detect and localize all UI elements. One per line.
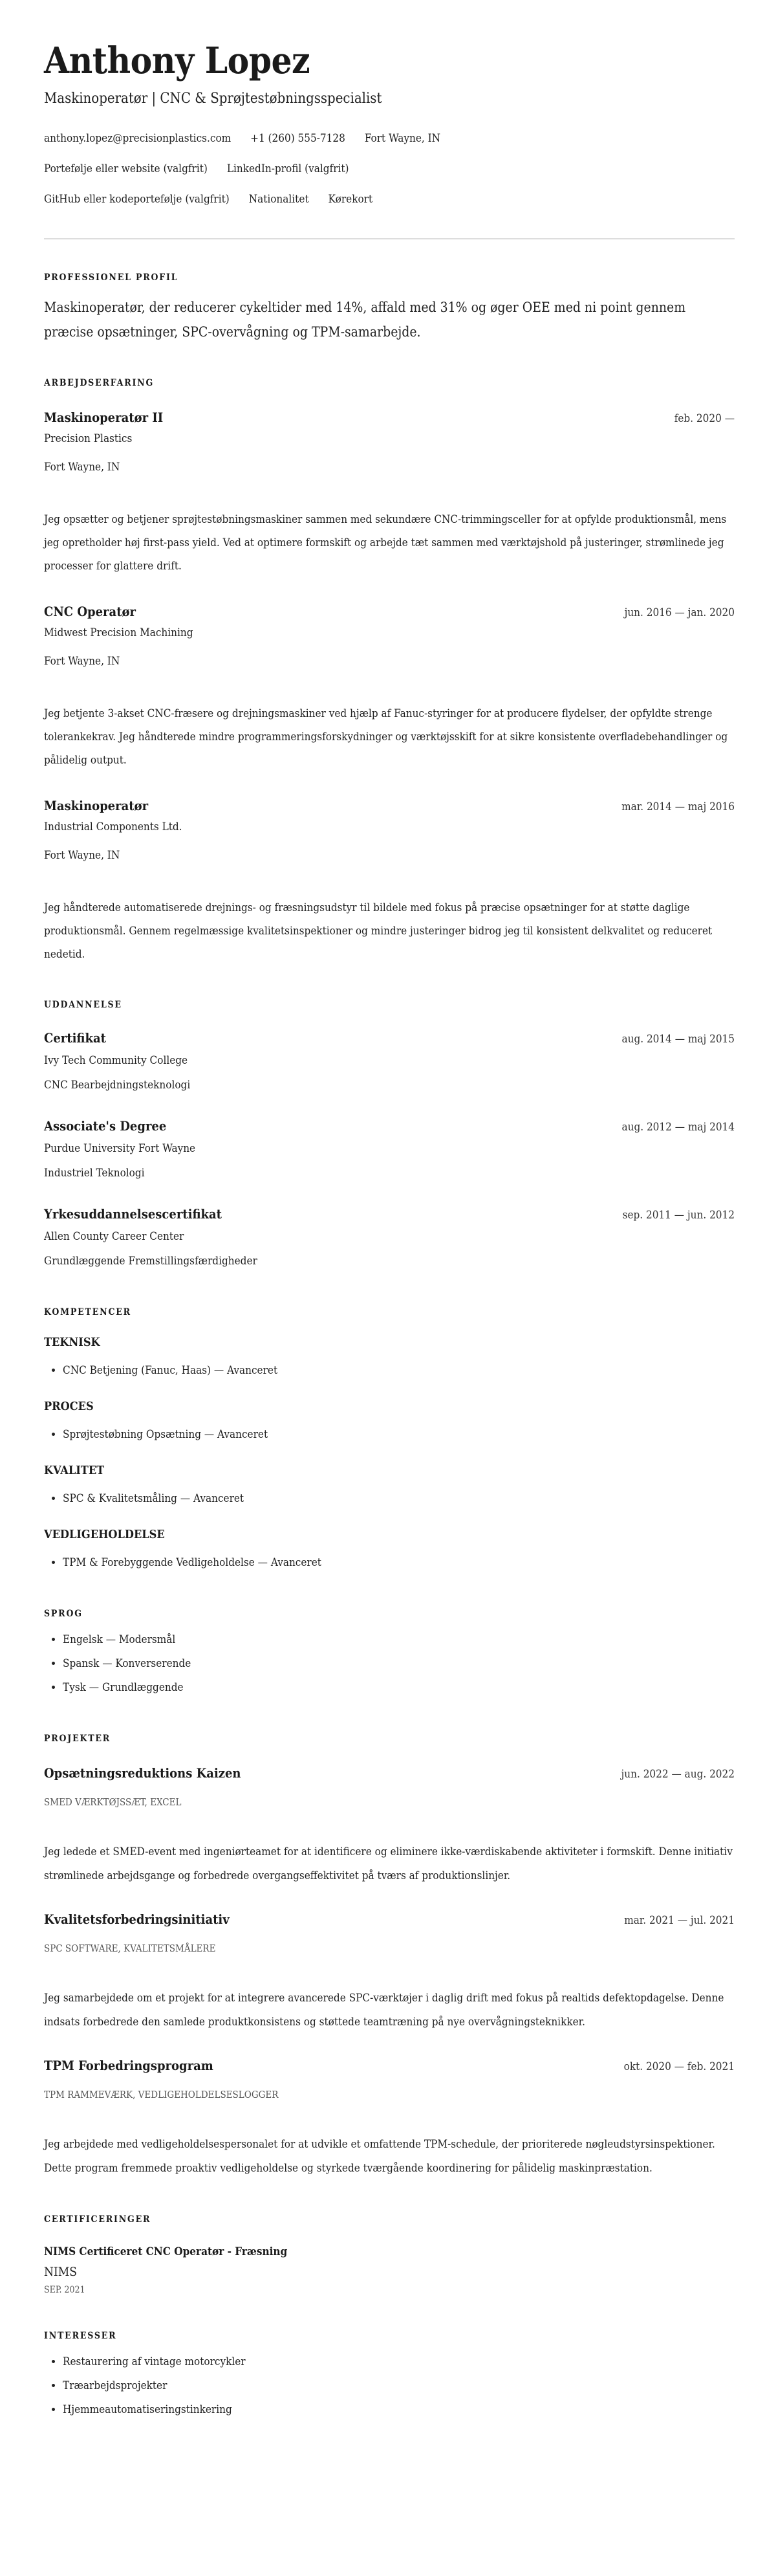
job-description: Jeg håndterede automatiserede drejnings- og fræsningsudstyr til bildele med fokus på præcise opsætninger for at støtte daglige produktionsmål. Gennem regelmæssige kvalitetsinspektioner og mindre justeringer bidrog jeg til konsistent delkvalitet og reduceret nedetid. xyxy=(44,901,713,961)
job-entry xyxy=(44,408,735,578)
interest-list xyxy=(44,2350,735,2422)
language-item: • Spansk — Konverserende xyxy=(63,1652,735,1676)
linkedin-link[interactable]: LinkedIn-profil (valgfrit) xyxy=(226,162,349,175)
job-company: Precision Plastics xyxy=(44,432,133,445)
projects-section xyxy=(44,1732,735,2181)
project-tech: SPC SOFTWARE, KVALITETSMÅLERE xyxy=(44,1943,216,1954)
skill-group-title: VEDLIGEHOLDELSE xyxy=(44,1528,165,1541)
job-date: jun. 2016 — jan. 2020 xyxy=(624,606,735,619)
skill-item: • TPM & Forebyggende Vedligeholdelse — Avanceret xyxy=(63,1551,735,1575)
project-entry xyxy=(44,1910,735,2034)
project-title: Kvalitetsforbedringsinitiativ xyxy=(44,1911,230,1927)
skill-item: • SPC & Kvalitetsmåling — Avanceret xyxy=(63,1487,735,1511)
project-tech: TPM RAMMEVÆRK, VEDLIGEHOLDELSESLOGGER xyxy=(44,2089,279,2100)
languages-section xyxy=(44,1607,735,1700)
project-description: Jeg ledede et SMED-event med ingeniørteamet for at identificere og eliminere ikke-værdiskabende aktiviteter i formskift. Denne initiativ strømlinede arbejdsgange og forbedrede overgangseffektivitet på tværs af produktionslinjer. xyxy=(44,1845,733,1882)
skill-group-title: KVALITET xyxy=(44,1464,105,1477)
project-description: Jeg samarbejdede om et projekt for at integrere avancerede SPC-værktøjer i daglig drift med fokus på realtids defektopdagelse. Denne indsats forbedrede den samlede produktkonsistens og støttede teamtræning på nye overvågningsteknikker. xyxy=(44,1992,724,2029)
project-date: jun. 2022 — aug. 2022 xyxy=(621,1768,735,1781)
job-date: feb. 2020 — xyxy=(674,412,735,425)
job-company: Industrial Components Ltd. xyxy=(44,820,182,833)
skill-list xyxy=(44,1487,735,1511)
interest-item: • Træarbejdsprojekter xyxy=(63,2374,735,2398)
candidate-title: Maskinoperatør | CNC & Sprøjtestøbningsspecialist xyxy=(44,91,382,107)
project-entry xyxy=(44,1764,735,1888)
skill-group-title: TEKNISK xyxy=(44,1336,100,1349)
certification-issuer: NIMS xyxy=(44,2265,77,2279)
job-entry xyxy=(44,602,735,772)
project-tech: SMED VÆRKTØJSSÆT, EXCEL xyxy=(44,1796,182,1808)
job-company: Midwest Precision Machining xyxy=(44,626,193,639)
drivers-license: Kørekort xyxy=(328,193,373,206)
section-heading: PROJEKTER xyxy=(44,1734,111,1744)
candidate-name: Anthony Lopez xyxy=(44,39,310,82)
section-heading: INTERESSER xyxy=(44,2331,117,2341)
education-section xyxy=(44,998,735,1273)
field-of-study: Industriel Teknologi xyxy=(44,1167,145,1180)
section-heading: UDDANNELSE xyxy=(44,1000,122,1010)
section-heading: KOMPETENCER xyxy=(44,1307,131,1317)
skill-list xyxy=(44,1551,735,1575)
education-date: sep. 2011 — jun. 2012 xyxy=(622,1209,735,1222)
job-title: CNC Operatør xyxy=(44,604,136,619)
interests-section xyxy=(44,2329,735,2422)
skill-item: • CNC Betjening (Fanuc, Haas) — Avanceret xyxy=(63,1359,735,1383)
portfolio-link[interactable]: Portefølje eller website (valgfrit) xyxy=(44,162,208,175)
school: Ivy Tech Community College xyxy=(44,1054,188,1067)
skill-list xyxy=(44,1359,735,1383)
section-heading: SPROG xyxy=(44,1609,83,1619)
job-location: Fort Wayne, IN xyxy=(44,655,120,668)
skills-section xyxy=(44,1306,735,1575)
contact-row xyxy=(44,154,735,184)
contact-row xyxy=(44,124,735,154)
project-date: okt. 2020 — feb. 2021 xyxy=(623,2060,735,2073)
education-date: aug. 2012 — maj 2014 xyxy=(621,1121,735,1134)
degree: Associate's Degree xyxy=(44,1118,167,1134)
language-item: • Tysk — Grundlæggende xyxy=(63,1676,735,1700)
contact-info xyxy=(44,124,735,215)
skill-list xyxy=(44,1423,735,1447)
skill-item: • Sprøjtestøbning Opsætning — Avanceret xyxy=(63,1423,735,1447)
field-of-study: CNC Bearbejdningsteknologi xyxy=(44,1079,191,1092)
interest-item: • Hjemmeautomatiseringstinkering xyxy=(63,2398,735,2422)
interest-item: • Restaurering af vintage motorcykler xyxy=(63,2350,735,2374)
profile-section xyxy=(44,271,735,344)
project-description: Jeg arbejdede med vedligeholdelsespersonalet for at udvikle et omfattende TPM-schedule, der prioriterede nøgleudstyrsinspektioner. Dette program fremmede proaktiv vedligeholdelse og styrkede tværgående koordinering for pålidelig maskinpræstation. xyxy=(44,2138,715,2175)
project-title: TPM Forbedringsprogram xyxy=(44,2058,213,2073)
location: Fort Wayne, IN xyxy=(364,132,441,145)
school: Allen County Career Center xyxy=(44,1230,184,1243)
job-title: Maskinoperatør II xyxy=(44,410,164,425)
job-entry xyxy=(44,797,735,966)
job-location: Fort Wayne, IN xyxy=(44,461,120,474)
project-entry xyxy=(44,2056,735,2181)
experience-section xyxy=(44,377,735,966)
job-description: Jeg betjente 3-akset CNC-fræsere og drejningsmaskiner ved hjælp af Fanuc-styringer for at producere flydelser, der opfyldte strenge tolerankekrav. Jeg håndterede mindre programmeringsforskydninger og værktøjsskift for at sikre konsistente overfladebehandlinger og pålidelig output. xyxy=(44,707,728,767)
header-divider xyxy=(44,238,735,239)
education-entry xyxy=(44,1205,735,1273)
job-date: mar. 2014 — maj 2016 xyxy=(621,800,735,813)
school: Purdue University Fort Wayne xyxy=(44,1142,196,1155)
phone: +1 (260) 555-7128 xyxy=(250,132,345,145)
project-date: mar. 2021 — jul. 2021 xyxy=(624,1914,735,1927)
job-description: Jeg opsætter og betjener sprøjtestøbningsmaskiner sammen med sekundære CNC-trimmingsceller for at opfylde produktionsmål, mens jeg opretholder høj first-pass yield. Ved at optimere formskift og arbejde tæt sammen med værktøjshold på justeringer, strømlinede jeg processer for glattere drift. xyxy=(44,513,727,573)
certifications-section xyxy=(44,2213,735,2297)
contact-row xyxy=(44,184,735,215)
github-link[interactable]: GitHub eller kodeportefølje (valgfrit) xyxy=(44,193,230,206)
certification-title: NIMS Certificeret CNC Operatør - Fræsning xyxy=(44,2245,288,2258)
email-link[interactable]: anthony.lopez@precisionplastics.com xyxy=(44,132,232,145)
certification-date: SEP. 2021 xyxy=(44,2285,85,2295)
field-of-study: Grundlæggende Fremstillingsfærdigheder xyxy=(44,1255,257,1268)
language-list xyxy=(44,1628,735,1700)
profile-summary: Maskinoperatør, der reducerer cykeltider med 14%, affald med 31% og øger OEE med ni point gennem præcise opsætninger, SPC-overvågning og TPM-samarbejde. xyxy=(44,300,686,340)
section-heading: ARBEJDSERFARING xyxy=(44,378,155,388)
education-entry xyxy=(44,1117,735,1185)
education-entry xyxy=(44,1029,735,1097)
job-location: Fort Wayne, IN xyxy=(44,849,120,862)
language-item: • Engelsk — Modersmål xyxy=(63,1628,735,1652)
degree: Certifikat xyxy=(44,1030,106,1046)
project-title: Opsætningsreduktions Kaizen xyxy=(44,1765,241,1781)
skill-group-title: PROCES xyxy=(44,1400,94,1413)
education-date: aug. 2014 — maj 2015 xyxy=(621,1033,735,1046)
section-heading: CERTIFICERINGER xyxy=(44,2214,151,2225)
job-title: Maskinoperatør xyxy=(44,798,149,813)
nationality: Nationalitet xyxy=(248,193,309,206)
section-heading: PROFESSIONEL PROFIL xyxy=(44,272,178,283)
degree: Yrkesuddannelsescertifikat xyxy=(44,1206,222,1222)
